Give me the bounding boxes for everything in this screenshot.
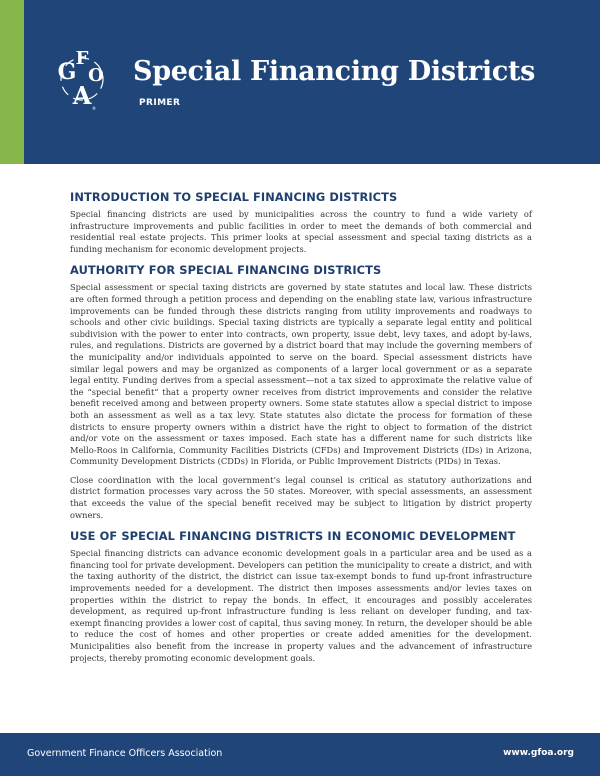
section-heading: AUTHORITY FOR SPECIAL FINANCING DISTRICTS [70,263,382,278]
section-introduction [70,190,532,255]
header-banner [0,0,600,164]
page-subtitle: PRIMER [139,98,181,108]
svg-text:G: G [58,59,77,85]
accent-stripe [0,0,24,164]
svg-text:A: A [72,81,92,110]
paragraph: Close coordination with the local government’s legal counsel is critical as statutory authorizations and district formation processes vary across the 50 states. Moreover, with special assessments, an assessment that exceeds the value of the special benefit received may be subject to litigation by district property owners. [70,474,532,520]
footer-organization: Government Finance Officers Association [27,748,223,759]
gfoa-logo-icon [58,46,106,112]
paragraph: Special financing districts can advance economic development goals in a particular area and be used as a financing tool for private development. Developers can petition the municipality to create a district, and with the taxing authority of the district, the district can issue tax-exempt bonds to fund up-front infrastructure improvements needed for a development. The district then imposes assessments and/or levies taxes on properties within the district to repay the bonds. In effect, it encourages and possibly accelerates development, as required up-front infrastructure funding is less reliant on developer funding, and tax-exempt financing provides a lower cost of capital, thus saving money. In return, the developer should be able to reduce the cost of homes and other properties or create added amenities for the development. Municipalities also benefit from the increase in property values and the advancement of infrastructure projects, thereby promoting economic development goals. [70,548,532,663]
svg-text:O: O [88,65,104,86]
page-title: Special Financing Districts [133,56,536,87]
paragraph: Special financing districts are used by municipalities across the country to fund a wide variety of infrastructure improvements and public facilities in order to meet the demands of both commercial and residential real estate projects. This primer looks at special assessment and special taxing districts as a funding mechanism for economic development projects. [70,209,532,254]
document-body [70,190,532,672]
section-heading: INTRODUCTION TO SPECIAL FINANCING DISTRICTS [70,190,398,204]
svg-text:®: ® [92,106,96,111]
footer-website-link[interactable]: www.gfoa.org [503,748,574,758]
section-heading: USE OF SPECIAL FINANCING DISTRICTS IN ECONOMIC DEVELOPMENT [70,529,516,544]
footer-bar [0,733,600,776]
paragraph: Special assessment or special taxing districts are governed by state statutes and local law. These districts are often formed through a petition process and depending on the enabling state law, various infrastructure improvements can be funded through these districts ranging from utility improvements and roadways to schools and other civic buildings. Special taxing districts are typically a separate legal entity and political subdivision with the power to enter into contracts, own property, issue debt, levy taxes, and adopt by-laws, rules, and regulations. Districts are governed by a district board that may include the governing members of the municipality and/or individuals appointed to serve on the board. Special assessment districts have similar legal powers and may be organized as components of a larger local government or as a separate legal entity. Funding derives from a special assessment—not a tax sized to approximate the relative value of the “special benefit” that a property owner receives from district improvements and consider the relative benefit received among and between property owners. Some state statutes allow a special district to impose both an assessment as well as a tax levy. State statutes also dictate the process for formation of these districts to ensure property owners within a district have the right to object to formation of the district and/or vote on the assessment or taxes imposed. Each state has a different name for such districts like Mello-Roos in California, Community Facilities Districts (CFDs) and Improvement Districts (IDs) in Arizona, Community Development Districts (CDDs) in Florida, or Public Improvement Districts (PIDs) in Texas. [70,282,532,467]
section-economic-development [70,529,532,664]
svg-text:F: F [75,48,89,69]
section-authority [70,263,532,521]
